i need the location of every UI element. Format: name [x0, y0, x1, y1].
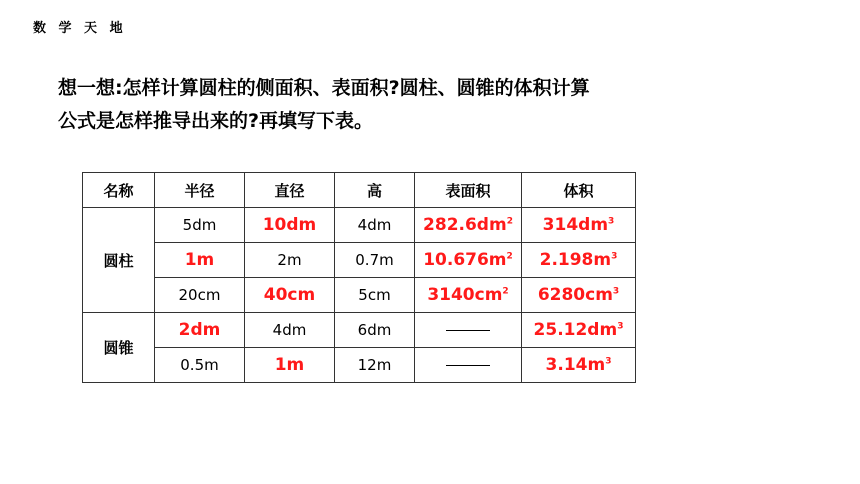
cell-diameter-answer: 40cm [245, 278, 335, 313]
cell-height: 6dm [335, 313, 415, 348]
cell-height: 12m [335, 348, 415, 383]
cell-volume-answer: $6280cm^3$ [522, 278, 636, 313]
cell-height: 0.7m [335, 243, 415, 278]
shape-name-cone: 圆锥 [83, 313, 155, 383]
header-name: 名称 [83, 173, 155, 208]
table-row [83, 243, 636, 278]
cell-radius-answer: 2dm [155, 313, 245, 348]
prompt-text [58, 72, 758, 138]
table-row [83, 313, 636, 348]
cell-volume-answer: $314dm^3$ [522, 208, 636, 243]
cell-radius: 20cm [155, 278, 245, 313]
header-radius: 半径 [155, 173, 245, 208]
shape-name-cylinder: 圆柱 [83, 208, 155, 313]
cell-area-answer: $282.6dm^2$ [415, 208, 522, 243]
header-surface-area: 表面积 [415, 173, 522, 208]
prompt-line-2: 公式是怎样推导出来的?再填写下表。 [58, 110, 374, 132]
cell-volume-answer: $3.14m^3$ [522, 348, 636, 383]
cell-diameter-answer: 1m [245, 348, 335, 383]
prompt-line-1: 想一想:怎样计算圆柱的侧面积、表面积?圆柱、圆锥的体积计算 [58, 77, 590, 99]
table-row [83, 348, 636, 383]
header-diameter: 直径 [245, 173, 335, 208]
section-title: 数 学 天 地 [33, 21, 127, 36]
cell-volume-answer: $2.198m^3$ [522, 243, 636, 278]
cell-area-answer: $10.676m^2$ [415, 243, 522, 278]
cell-area-dash [415, 348, 522, 383]
cell-diameter: 2m [245, 243, 335, 278]
cell-diameter-answer: 10dm [245, 208, 335, 243]
header-height: 高 [335, 173, 415, 208]
cell-radius-answer: 1m [155, 243, 245, 278]
dash-line [446, 330, 490, 331]
header-volume: 体积 [522, 173, 636, 208]
cell-height: 5cm [335, 278, 415, 313]
table-header-row [83, 173, 636, 208]
cell-radius: 5dm [155, 208, 245, 243]
cell-volume-answer: $25.12dm^3$ [522, 313, 636, 348]
dash-line [446, 365, 490, 366]
table-row [83, 208, 636, 243]
cell-area-answer: $3140cm^2$ [415, 278, 522, 313]
table-row [83, 278, 636, 313]
cell-diameter: 4dm [245, 313, 335, 348]
cell-area-dash [415, 313, 522, 348]
cell-radius: 0.5m [155, 348, 245, 383]
cell-height: 4dm [335, 208, 415, 243]
formula-table [82, 172, 636, 383]
